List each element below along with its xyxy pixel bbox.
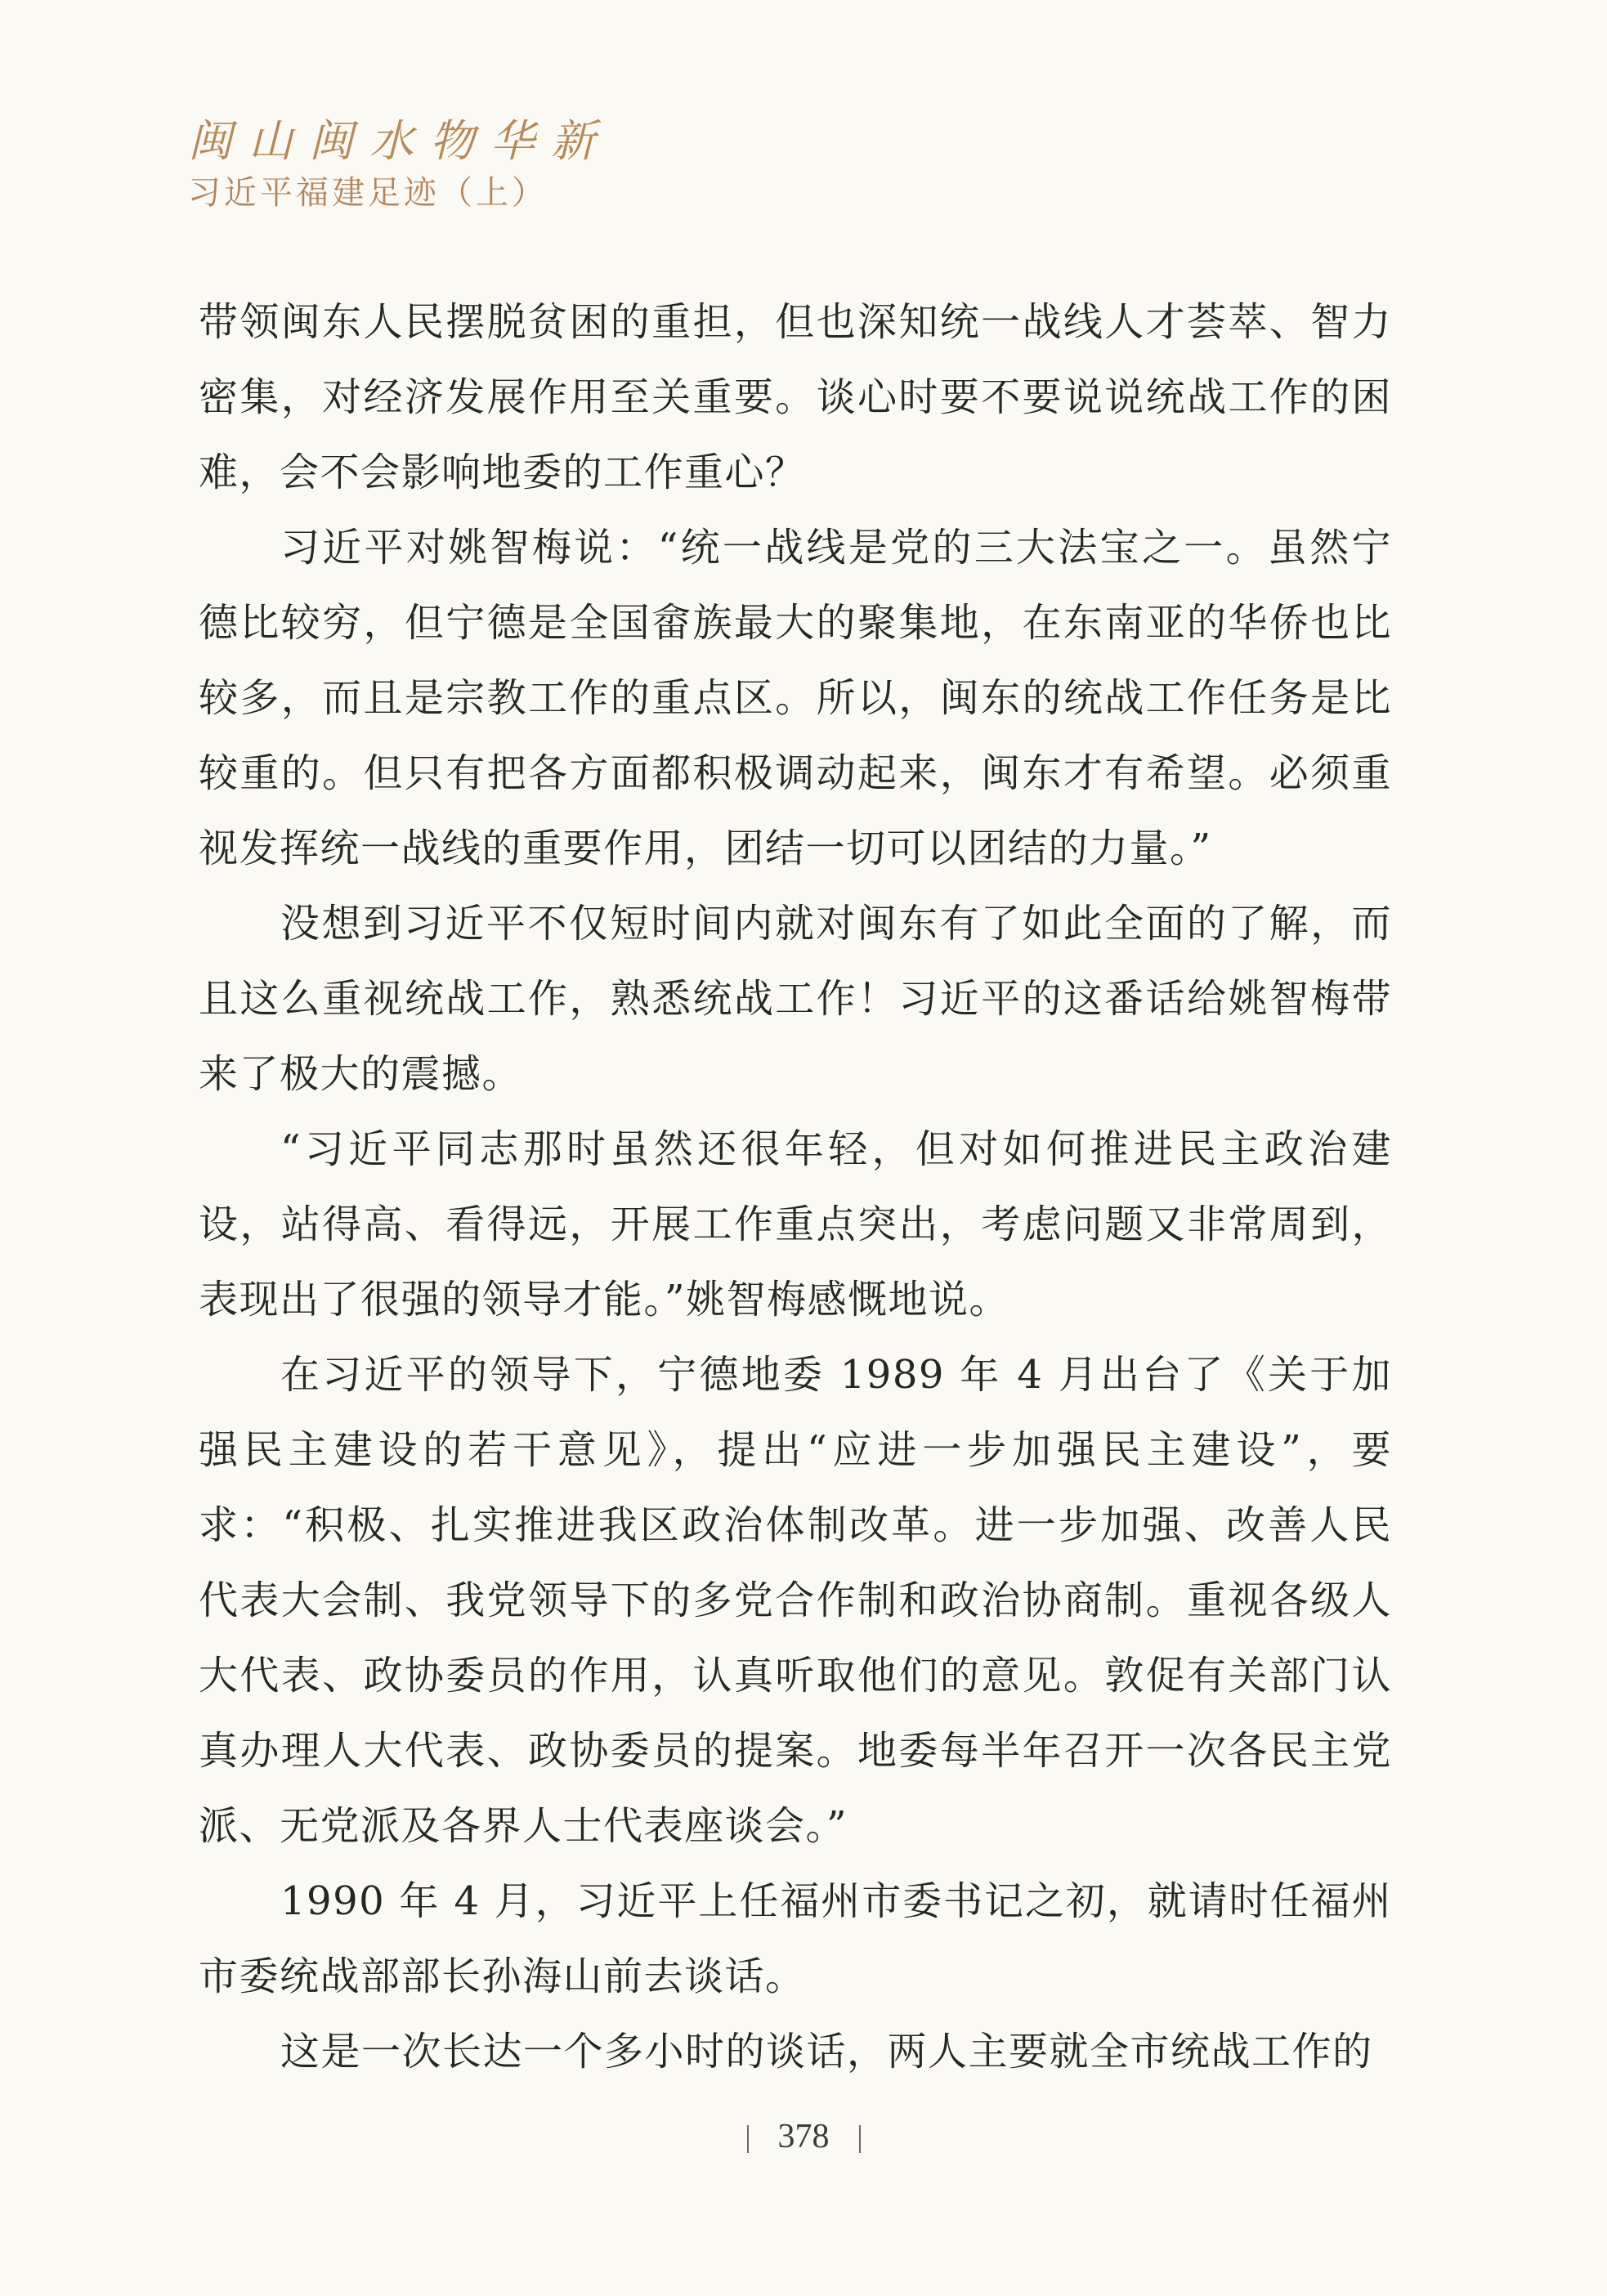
paragraph: 习近平对姚智梅说：“统一战线是党的三大法宝之一。虽然宁德比较穷，但宁德是全国畲族最大的聚集地，在东南亚的华侨也比较多，而且是宗教工作的重点区。所以，闽东的统战工作任务是比较重的。但只有把各方面都积极调动起来，闽东才有希望。必须重视发挥统一战线的重要作用，团结一切可以团结的力量。” (199, 525, 1392, 871)
paragraph: 1990 年 4 月，习近平上任福州市委书记之初，就请时任福州市委统战部部长孙海山前去谈话。 (199, 1878, 1392, 1999)
page-folio (0, 2117, 1607, 2156)
paragraph: “习近平同志那时虽然还很年轻，但对如何推进民主政治建设，站得高、看得远，开展工作重点突出，考虑问题又非常周到，表现出了很强的领导才能。”姚智梅感慨地说。 (199, 1126, 1392, 1323)
paragraph: 带领闽东人民摆脱贫困的重担，但也深知统一战线人才荟萃、智力密集，对经济发展作用至关重要。谈心时要不要说说统战工作的困难，会不会影响地委的工作重心？ (199, 299, 1392, 495)
paragraph: 没想到习近平不仅短时间内就对闽东有了如此全面的了解，而且这么重视统战工作，熟悉统战工作！习近平的这番话给姚智梅带来了极大的震撼。 (199, 901, 1392, 1097)
folio-right-rule (859, 2125, 861, 2153)
folio-left-rule (747, 2125, 749, 2153)
paragraph: 在习近平的领导下，宁德地委 1989 年 4 月出台了《关于加强民主建设的若干意见》，提出“应进一步加强民主建设”，要求：“积极、扎实推进我区政治体制改革。进一步加强、改善人民代表大会制、我党领导下的多党合作制和政治协商制。重视各级人大代表、政协委员的作用，认真听取他们的意见。敦促有关部门认真办理人大代表、政协委员的提案。地委每半年召开一次各民主党派、无党派及各界人士代表座谈会。” (199, 1352, 1392, 1849)
paragraph: 这是一次长达一个多小时的谈话，两人主要就全市统战工作的 (280, 2029, 1373, 2074)
page-number: 378 (777, 2118, 830, 2155)
series-title: 闽山闽水物华新 (188, 115, 611, 167)
book-subtitle: 习近平福建足迹（上） (188, 174, 548, 212)
body-text (199, 284, 1392, 2089)
running-head (188, 113, 611, 214)
